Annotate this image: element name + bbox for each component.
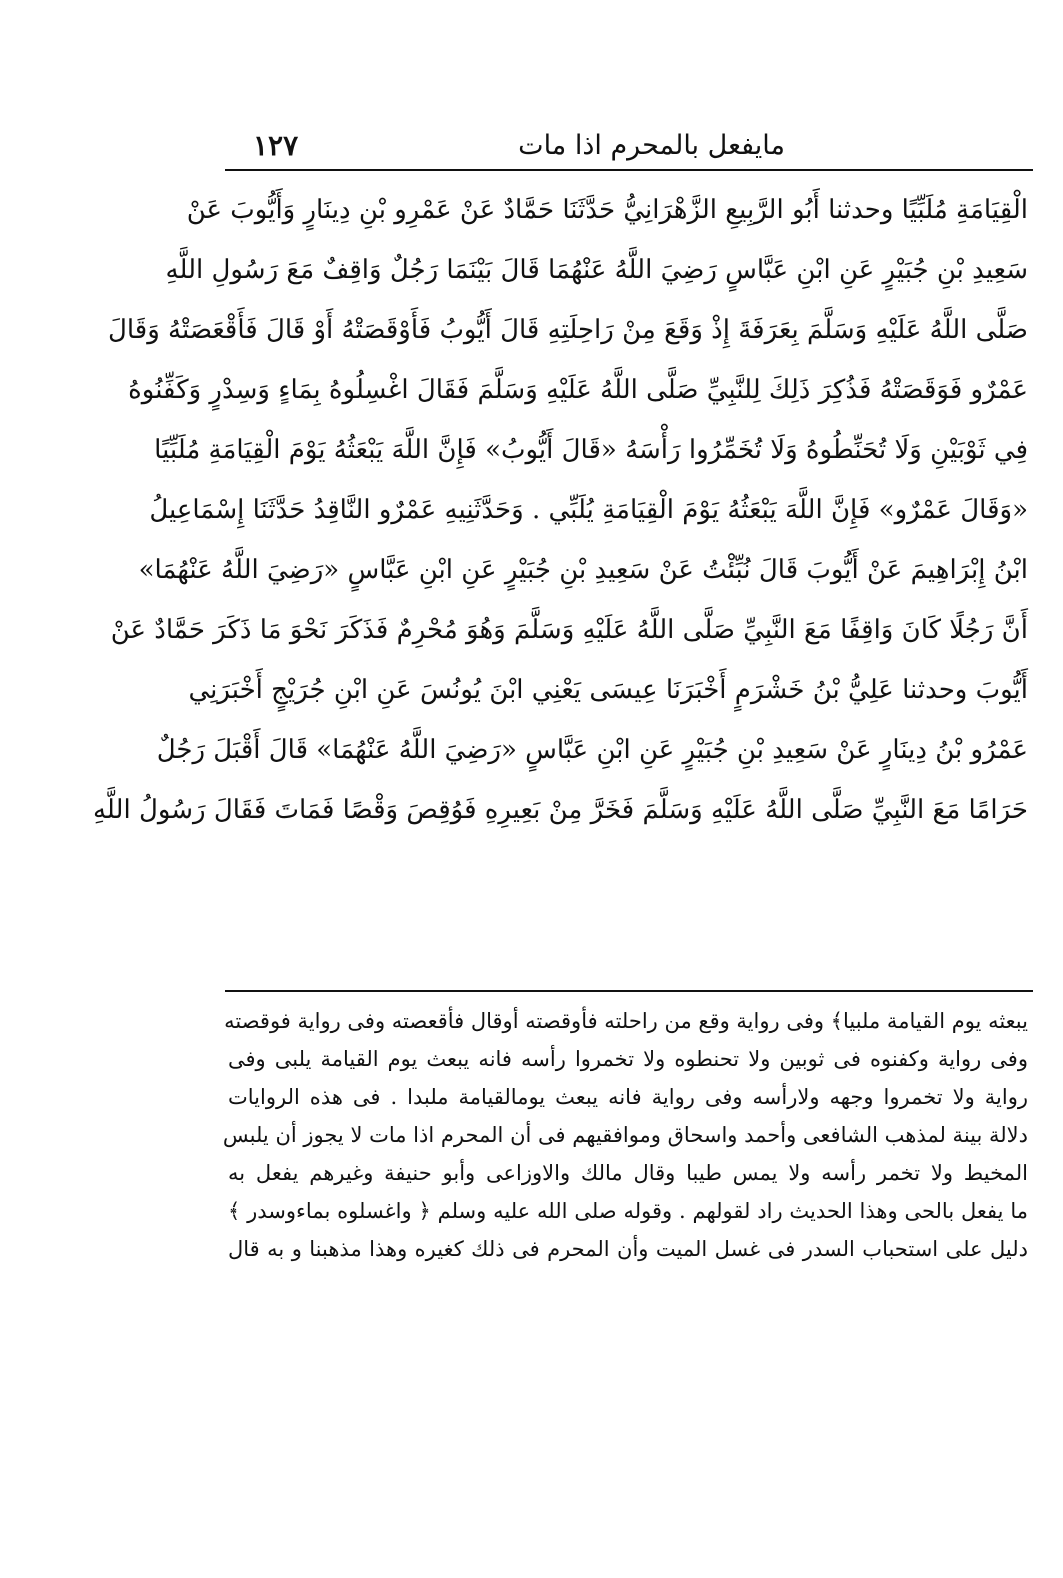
hadith-text xyxy=(92,180,1028,840)
text-line: حَرَامًا مَعَ النَّبِيِّ صَلَّى اللَّهُ عَلَيْهِ وَسَلَّمَ فَخَرَّ مِنْ بَعِيرِهِ فَوُقِصَ وَقْصًا فَمَاتَ فَقَالَ رَسُولُ اللَّهِ xyxy=(92,795,1028,825)
commentary-line: وفى رواية وكفنوه فى ثوبين ولا تحنطوه ولا تخمروا رأسه فانه يبعث يوم القيامة يلبى وفى xyxy=(228,1047,1028,1071)
commentary-line: يبعثه يوم القيامة ملبيا﴾ وفى رواية وقع من راحلته فأوقصته أوقال فأقعصته وفى رواية فوقصته xyxy=(224,1009,1028,1033)
commentary-text xyxy=(222,1002,1028,1268)
commentary-line: رواية ولا تخمروا وجهه ولارأسه وفى رواية فانه يبعث يومالقيامة ملبدا . فى هذه الروايات xyxy=(228,1085,1028,1109)
text-line: الْقِيَامَةِ مُلَبِّيًا وحدثنا أَبُو الرَّبِيعِ الزَّهْرَانِيُّ حَدَّثَنَا حَمَّادٌ عَنْ عَمْرِو بْنِ دِينَارٍ وَأَيُّوبَ عَنْ xyxy=(186,195,1028,225)
text-line: ابْنُ إِبْرَاهِيمَ عَنْ أَيُّوبَ قَالَ نُبِّئْتُ عَنْ سَعِيدِ بْنِ جُبَيْرٍ عَنِ ابْنِ عَبَّاسٍ «رَضِيَ اللَّهُ عَنْهُمَا» xyxy=(138,555,1028,585)
commentary-line: دليل على استحباب السدر فى غسل الميت وأن المحرم فى ذلك كغيره وهذا مذهبنا و به قال xyxy=(228,1237,1028,1261)
text-line: عَمْرٌو فَوَقَصَتْهُ فَذُكِرَ ذَلِكَ لِلنَّبِيِّ صَلَّى اللَّهُ عَلَيْهِ وَسَلَّمَ فَقَالَ اغْسِلُوهُ بِمَاءٍ وَسِدْرٍ وَكَفِّنُوهُ xyxy=(128,375,1028,405)
commentary-line: ما يفعل بالحى وهذا الحديث راد لقولهم . وقوله صلى الله عليه وسلم ﴿ واغسلوه بماءوسدر ﴾ xyxy=(228,1199,1028,1223)
page-header xyxy=(225,128,1030,168)
text-line: أَيُّوبَ وحدثنا عَلِيُّ بْنُ خَشْرَمٍ أَخْبَرَنَا عِيسَى يَعْنِي ابْنَ يُونُسَ عَنِ ابْنِ جُرَيْجٍ أَخْبَرَنِي xyxy=(188,675,1028,705)
running-title: مايفعل بالمحرم اذا مات xyxy=(518,130,785,161)
commentary-line: دلالة بينة لمذهب الشافعى وأحمد واسحاق وموافقيهم فى أن المحرم اذا مات لا يجوز أن يلبس xyxy=(222,1123,1028,1147)
page-number: ١٢٧ xyxy=(253,129,299,162)
commentary-line: المخيط ولا تخمر رأسه ولا يمس طيبا وقال مالك والاوزاعى وأبو حنيفة وغيرهم يفعل به xyxy=(228,1161,1028,1185)
text-line: صَلَّى اللَّهُ عَلَيْهِ وَسَلَّمَ بِعَرَفَةَ إِذْ وَقَعَ مِنْ رَاحِلَتِهِ قَالَ أَيُّوبُ فَأَوْقَصَتْهُ أَوْ قَالَ فَأَقْعَصَتْهُ وَقَالَ xyxy=(107,315,1028,345)
text-line: عَمْرُو بْنُ دِينَارٍ عَنْ سَعِيدِ بْنِ جُبَيْرٍ عَنِ ابْنِ عَبَّاسٍ «رَضِيَ اللَّهُ عَنْهُمَا» قَالَ أَقْبَلَ رَجُلٌ xyxy=(156,735,1028,765)
section-divider xyxy=(225,990,1033,992)
header-rule xyxy=(225,169,1033,171)
text-line: فِي ثَوْبَيْنِ وَلَا تُحَنِّطُوهُ وَلَا تُخَمِّرُوا رَأْسَهُ «قَالَ أَيُّوبُ» فَإِنَّ اللَّهَ يَبْعَثُهُ يَوْمَ الْقِيَامَةِ مُلَبِّيًا xyxy=(154,435,1028,465)
text-line: سَعِيدِ بْنِ جُبَيْرٍ عَنِ ابْنِ عَبَّاسٍ رَضِيَ اللَّهُ عَنْهُمَا قَالَ بَيْنَمَا رَجُلٌ وَاقِفٌ مَعَ رَسُولِ اللَّهِ xyxy=(165,255,1028,285)
text-line: «وَقَالَ عَمْرٌو» فَإِنَّ اللَّهَ يَبْعَثُهُ يَوْمَ الْقِيَامَةِ يُلَبِّي . وَحَدَّثَنِيهِ عَمْرٌو النَّاقِدُ حَدَّثَنَا إِسْمَاعِيلُ xyxy=(149,495,1028,525)
text-line: أَنَّ رَجُلًا كَانَ وَاقِفًا مَعَ النَّبِيِّ صَلَّى اللَّهُ عَلَيْهِ وَسَلَّمَ وَهُوَ مُحْرِمٌ فَذَكَرَ نَحْوَ مَا ذَكَرَ حَمَّادٌ عَنْ xyxy=(110,615,1028,645)
